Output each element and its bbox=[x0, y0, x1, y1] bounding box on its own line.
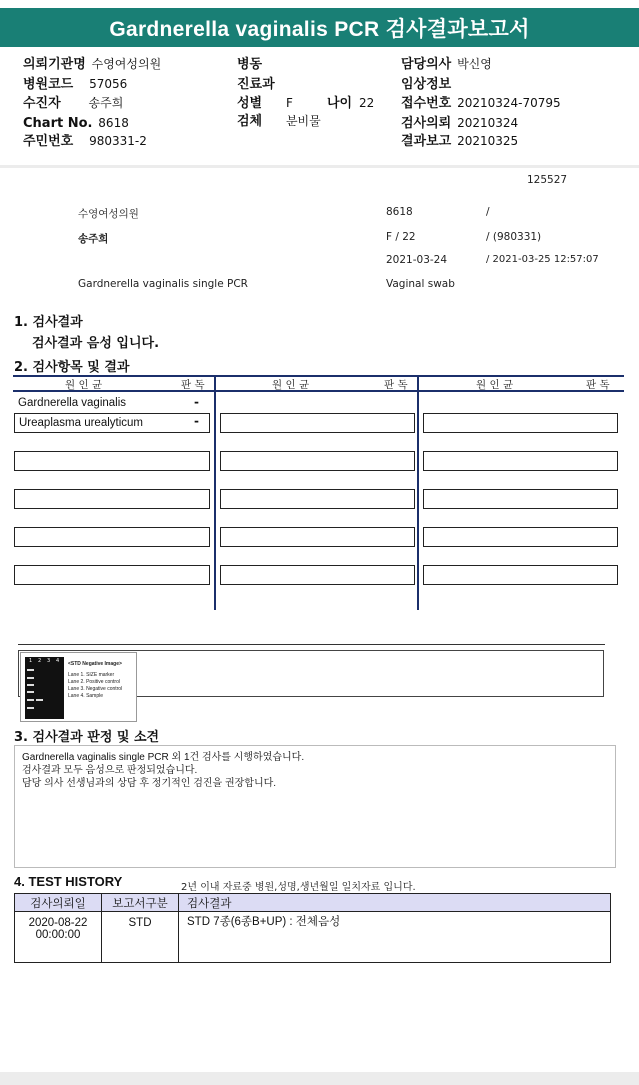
section1-title: 1. 검사결과 bbox=[14, 315, 83, 330]
hospital-code-label: 병원코드 bbox=[23, 77, 74, 92]
result-grid bbox=[13, 375, 624, 610]
empty-result-cell bbox=[14, 451, 210, 471]
empty-result-cell bbox=[423, 413, 618, 433]
lane-number: 3 bbox=[47, 658, 51, 664]
chart-no-value: 8618 bbox=[98, 116, 129, 130]
col2-judgement-header: 판 독 bbox=[384, 379, 408, 391]
marker-band bbox=[27, 677, 34, 679]
empty-result-cell bbox=[14, 527, 210, 547]
report-number: 125527 bbox=[527, 174, 568, 186]
hospital-code-value: 57056 bbox=[89, 77, 128, 91]
section2-title: 2. 검사항목 및 결과 bbox=[14, 360, 130, 375]
gel-electrophoresis-image bbox=[20, 652, 137, 722]
department-label: 진료과 bbox=[237, 77, 275, 92]
grid-divider-2 bbox=[417, 375, 419, 610]
lane-number: 1 bbox=[29, 658, 33, 664]
clinical-info-field bbox=[401, 77, 451, 92]
opinion-line: 담당 의사 선생님과의 상담 후 정기적인 검진을 권장합니다. bbox=[22, 778, 277, 789]
marker-band bbox=[27, 699, 34, 701]
col3-organism-header: 원 인 균 bbox=[476, 379, 514, 391]
summary-birth: / (980331) bbox=[486, 231, 542, 243]
empty-result-cell bbox=[423, 527, 618, 547]
col2-organism-header: 원 인 균 bbox=[272, 379, 310, 391]
summary-report-datetime: / 2021-03-25 12:57:07 bbox=[486, 254, 599, 265]
institution-field bbox=[23, 57, 161, 72]
institution-label: 의뢰기관명 bbox=[23, 57, 86, 72]
empty-result-cell bbox=[220, 527, 415, 547]
specimen-value: 분비물 bbox=[285, 114, 321, 128]
history-date-time: 00:00:00 bbox=[35, 929, 81, 941]
lane-number: 4 bbox=[56, 658, 60, 664]
marker-band bbox=[27, 684, 34, 686]
empty-result-cell bbox=[14, 565, 210, 585]
history-header-row bbox=[15, 894, 611, 912]
history-note: 2년 이내 자료중 병원,성명,생년월일 일치자료 입니다. bbox=[181, 882, 416, 893]
marker-band bbox=[27, 669, 34, 671]
gel-lane-desc: Lane 4. Sample bbox=[68, 693, 104, 699]
age-field bbox=[327, 96, 374, 111]
section1-result-text: 검사결과 음성 입니다. bbox=[32, 336, 160, 351]
header-divider bbox=[0, 165, 639, 168]
opinion-box bbox=[14, 745, 616, 868]
gel-photo bbox=[25, 657, 64, 719]
hospital-code-field bbox=[23, 77, 127, 92]
col1-judgement-header: 판 독 bbox=[181, 379, 205, 391]
history-date-day: 2020-08-22 bbox=[28, 917, 88, 929]
specimen-field bbox=[237, 114, 321, 129]
resident-no-value: 980331-2 bbox=[89, 134, 147, 148]
result-row bbox=[14, 394, 209, 414]
organism-name: Gardnerella vaginalis bbox=[18, 397, 127, 409]
summary-patient: 송주희 bbox=[78, 233, 109, 245]
chart-no-label: Chart No. bbox=[23, 116, 93, 131]
marker-band bbox=[27, 691, 34, 693]
patient-value: 송주희 bbox=[88, 96, 124, 110]
sex-field bbox=[237, 96, 293, 111]
col-test-result: 검사결과 bbox=[179, 894, 611, 912]
specimen-label: 검체 bbox=[237, 114, 263, 129]
test-history-table bbox=[14, 893, 611, 963]
grid-header-rule bbox=[13, 390, 624, 392]
summary-slash: / bbox=[486, 206, 490, 218]
clinical-info-label: 임상정보 bbox=[401, 77, 452, 92]
report-title: Gardnerella vaginalis PCR 검사결과보고서 bbox=[0, 8, 639, 47]
empty-result-cell bbox=[423, 565, 618, 585]
summary-institution: 수영여성의원 bbox=[78, 208, 139, 220]
summary-specimen: Vaginal swab bbox=[386, 278, 455, 290]
receipt-no-value: 20210324-70795 bbox=[457, 96, 561, 110]
opinion-line: Gardnerella vaginalis single PCR 외 1건 검사를 시행하였습니다. bbox=[22, 752, 305, 763]
report-date-label: 결과보고 bbox=[401, 134, 452, 149]
receipt-no-label: 접수번호 bbox=[401, 96, 452, 111]
age-value: 22 bbox=[358, 96, 375, 110]
grid-divider-1 bbox=[214, 375, 216, 610]
organism-name: Ureaplasma urealyticum bbox=[19, 417, 143, 429]
summary-sex-age: F / 22 bbox=[386, 231, 416, 243]
report-date-field bbox=[401, 134, 518, 149]
patient-field bbox=[23, 96, 123, 111]
history-result: STD 7종(6종B+UP) : 전체음성 bbox=[179, 912, 611, 963]
request-date-field bbox=[401, 116, 518, 131]
empty-result-cell bbox=[423, 451, 618, 471]
doctor-value: 박신영 bbox=[457, 57, 492, 71]
section3-title: 3. 검사결과 판정 및 소견 bbox=[14, 730, 160, 745]
institution-value: 수영여성의원 bbox=[91, 57, 162, 71]
marker-band bbox=[27, 707, 34, 709]
report-date-value: 20210325 bbox=[457, 134, 519, 148]
positive-control-band bbox=[36, 699, 43, 701]
section4-title: 4. TEST HISTORY bbox=[14, 874, 123, 889]
receipt-no-field bbox=[401, 96, 561, 111]
gel-lane-desc: Lane 2. Positive control bbox=[68, 679, 120, 685]
page-bottom-band bbox=[0, 1072, 639, 1085]
summary-test-name: Gardnerella vaginalis single PCR bbox=[78, 278, 248, 290]
gel-caption bbox=[68, 661, 122, 700]
col1-organism-header: 원 인 균 bbox=[65, 379, 103, 391]
grid-top-rule bbox=[13, 375, 624, 377]
summary-chart-no: 8618 bbox=[386, 206, 413, 218]
summary-request-date: 2021-03-24 bbox=[386, 254, 448, 266]
col-request-date: 검사의뢰일 bbox=[15, 894, 102, 912]
request-date-value: 20210324 bbox=[457, 116, 519, 130]
gel-separator-line bbox=[18, 644, 605, 645]
sex-value: F bbox=[285, 96, 293, 110]
result-judgement: - bbox=[194, 395, 199, 409]
gel-lane-desc: Lane 1. SIZE marker bbox=[68, 672, 115, 678]
request-date-label: 검사의뢰 bbox=[401, 116, 452, 131]
resident-no-label: 주민번호 bbox=[23, 134, 74, 149]
history-type: STD bbox=[102, 912, 179, 963]
empty-result-cell bbox=[220, 413, 415, 433]
gel-lane-desc: Lane 3. Negative control bbox=[68, 686, 123, 692]
lane-number: 2 bbox=[38, 658, 42, 664]
doctor-label: 담당의사 bbox=[401, 57, 452, 72]
ward-field bbox=[237, 57, 262, 72]
result-judgement: - bbox=[194, 414, 199, 428]
gel-caption-title: <STD Negative Image> bbox=[68, 661, 122, 667]
col3-judgement-header: 판 독 bbox=[586, 379, 610, 391]
patient-label: 수진자 bbox=[23, 96, 61, 111]
history-date bbox=[15, 912, 102, 963]
empty-result-cell bbox=[220, 565, 415, 585]
result-row bbox=[14, 413, 210, 433]
resident-no-field bbox=[23, 134, 147, 149]
ward-label: 병동 bbox=[237, 57, 263, 72]
opinion-line: 검사결과 모두 음성으로 판정되었습니다. bbox=[22, 765, 198, 776]
empty-result-cell bbox=[423, 489, 618, 509]
empty-result-cell bbox=[220, 451, 415, 471]
sex-label: 성별 bbox=[237, 96, 263, 111]
department-field bbox=[237, 77, 275, 92]
chart-no-field bbox=[23, 116, 129, 131]
doctor-field bbox=[401, 57, 492, 72]
empty-result-cell bbox=[220, 489, 415, 509]
age-label: 나이 bbox=[327, 96, 353, 111]
table-row bbox=[15, 912, 611, 963]
empty-result-cell bbox=[14, 489, 210, 509]
col-report-type: 보고서구분 bbox=[102, 894, 179, 912]
